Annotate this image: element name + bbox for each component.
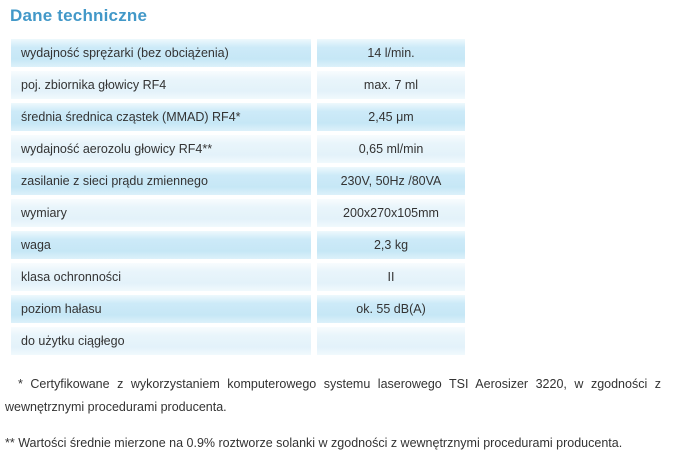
spec-label: do użytku ciągłego — [11, 327, 311, 355]
page-title: Dane techniczne — [10, 6, 148, 25]
spec-label: wydajność sprężarki (bez obciążenia) — [11, 39, 311, 67]
table-row — [11, 327, 465, 355]
spec-value: 2,45 μm — [317, 103, 465, 131]
spec-value: 0,65 ml/min — [317, 135, 465, 163]
table-row — [11, 39, 465, 67]
footnotes-section — [5, 373, 661, 452]
spec-value: 230V, 50Hz /80VA — [317, 167, 465, 195]
spec-value: 2,3 kg — [317, 231, 465, 259]
table-row — [11, 199, 465, 227]
table-row — [11, 71, 465, 99]
spec-label: waga — [11, 231, 311, 259]
spec-label: wydajność aerozolu głowicy RF4** — [11, 135, 311, 163]
spec-label: klasa ochronności — [11, 263, 311, 291]
table-row — [11, 103, 465, 131]
spec-value: 14 l/min. — [317, 39, 465, 67]
table-row — [11, 135, 465, 163]
spec-value — [317, 327, 465, 355]
spec-label: poziom hałasu — [11, 295, 311, 323]
spec-label: poj. zbiornika głowicy RF4 — [11, 71, 311, 99]
spec-label: średnia średnica cząstek (MMAD) RF4* — [11, 103, 311, 131]
table-row — [11, 231, 465, 259]
footnote-measurement: ** Wartości średnie mierzone na 0.9% roztworze solanki w zgodności z wewnętrznymi procedurami producenta. — [5, 436, 623, 450]
technical-specs-table — [11, 39, 465, 355]
spec-value: max. 7 ml — [317, 71, 465, 99]
table-row — [11, 167, 465, 195]
spec-value: ok. 55 dB(A) — [317, 295, 465, 323]
table-row — [11, 295, 465, 323]
table-row — [11, 263, 465, 291]
spec-label: zasilanie z sieci prądu zmiennego — [11, 167, 311, 195]
footnote-certification: * Certyfikowane z wykorzystaniem komputerowego systemu laserowego TSI Aerosizer 3220, w zgodności z wewnętrznymi procedurami producenta. — [5, 377, 661, 414]
spec-label: wymiary — [11, 199, 311, 227]
spec-value: 200x270x105mm — [317, 199, 465, 227]
spec-value: II — [317, 263, 465, 291]
